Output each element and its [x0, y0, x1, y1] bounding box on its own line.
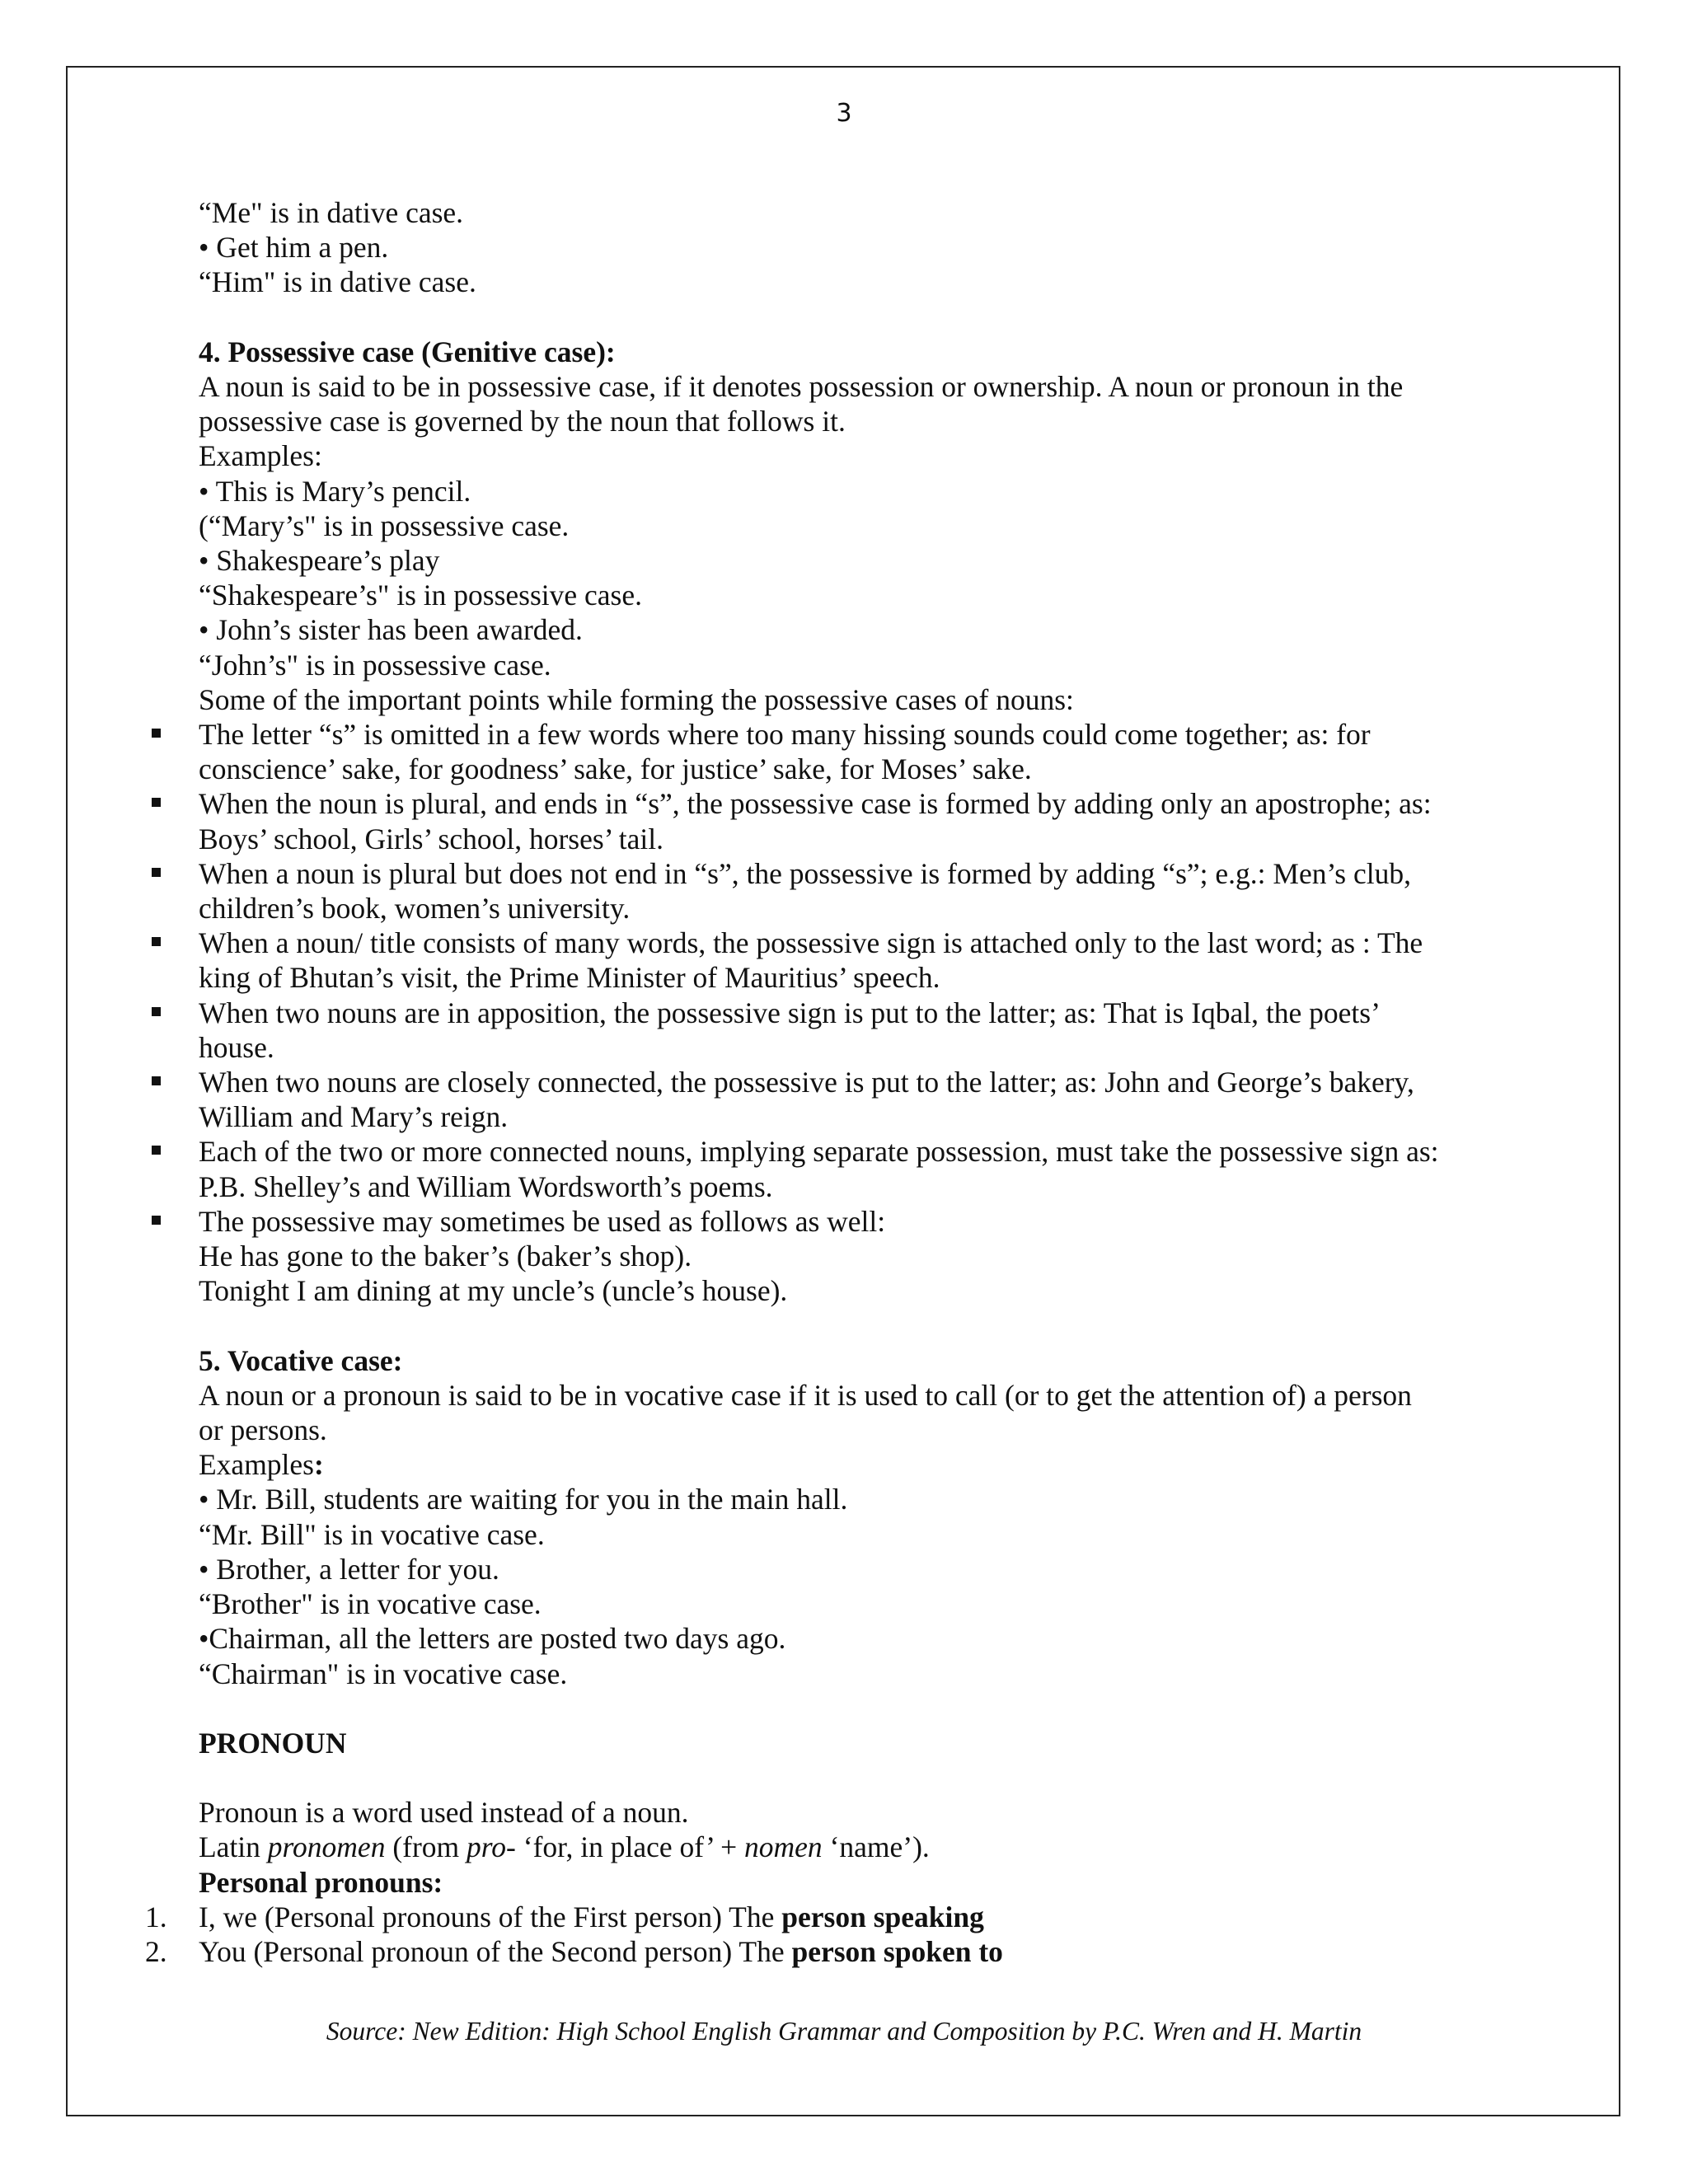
possessive-points-list	[199, 717, 1501, 1308]
square-bullet-icon	[152, 1076, 161, 1085]
possessive-heading: 4. Possessive case (Genitive case):	[199, 335, 616, 368]
points-intro: Some of the important points while forming the possessive cases of nouns:	[199, 682, 1074, 716]
list-item: When two nouns are closely connected, the possessive is put to the latter; as: John and George’s bakery, William and Mary’s reign.	[199, 1065, 1501, 1134]
pronoun-heading: PRONOUN	[199, 1726, 347, 1760]
list-item: The possessive may sometimes be used as follows as well: He has gone to the baker’s (baker’s shop). Tonight I am dining at my uncle’s (uncle’s house).	[199, 1204, 1501, 1309]
square-bullet-icon	[152, 937, 161, 946]
example-line: • This is Mary’s pencil.	[199, 474, 471, 508]
intro-line: • Get him a pen.	[199, 231, 389, 265]
possessive-definition: A noun is said to be in possessive case, if it denotes possession or ownership. A noun or pronoun in the	[199, 370, 1404, 403]
example-line: (“Mary’s" is in possessive case.	[199, 509, 570, 542]
page-content	[145, 195, 1501, 1969]
pronoun-definition: Pronoun is a word used instead of a noun.	[199, 1796, 689, 1830]
list-item: Each of the two or more connected nouns, implying separate possession, must take the possessive sign as: P.B. Shelley’s and William Wordsworth’s poems.	[199, 1134, 1501, 1203]
list-item: 2. You (Personal pronoun of the Second person) The person spoken to	[145, 1935, 1003, 1969]
examples-label: Examples:	[199, 439, 322, 473]
square-bullet-icon	[152, 729, 161, 738]
square-bullet-icon	[152, 1007, 161, 1016]
pronoun-etymology: Latin pronomen (from pro- ‘for, in place of’ + nomen ‘name’).	[199, 1830, 930, 1864]
square-bullet-icon	[152, 1216, 161, 1225]
intro-line: “Him" is in dative case.	[199, 265, 476, 299]
list-item: When the noun is plural, and ends in “s”, the possessive case is formed by adding only an apostrophe; as: Boys’ school, Girls’ school, horses’ tail.	[199, 786, 1501, 855]
example-line: •Chairman, all the letters are posted two days ago.	[199, 1622, 786, 1656]
example-line: “Mr. Bill" is in vocative case.	[199, 1517, 545, 1551]
intro-line: “Me" is in dative case.	[199, 196, 464, 229]
example-line: “John’s" is in possessive case.	[199, 648, 551, 682]
list-item: The letter “s” is omitted in a few words where too many hissing sounds could come together; as: for conscience’ sake, for goodness’ sake, for justice’ sake, for Moses’ sake.	[199, 717, 1501, 786]
personal-pronouns-list	[145, 1900, 1501, 1969]
square-bullet-icon	[152, 798, 161, 807]
example-line: • Shakespeare’s play	[199, 544, 440, 578]
square-bullet-icon	[152, 1146, 161, 1155]
example-line: • Brother, a letter for you.	[199, 1552, 499, 1586]
example-line: • Mr. Bill, students are waiting for you in the main hall.	[199, 1483, 848, 1516]
vocative-definition: or persons.	[199, 1413, 327, 1447]
list-item: When a noun is plural but does not end in “s”, the possessive is formed by adding “s”; e.g.: Men’s club, children’s book, women’s university.	[199, 856, 1501, 926]
personal-pronouns-heading: Personal pronouns:	[199, 1865, 443, 1899]
page-number: 3	[836, 99, 852, 128]
source-footer: Source: New Edition: High School English Grammar and Composition by P.C. Wren and H. Martin	[326, 2017, 1362, 2046]
vocative-heading: 5. Vocative case:	[199, 1343, 403, 1377]
example-line: “Shakespeare’s" is in possessive case.	[199, 579, 642, 612]
list-item: When two nouns are in apposition, the possessive sign is put to the latter; as: That is Iqbal, the poets’ house.	[199, 996, 1501, 1065]
example-line: “Chairman" is in vocative case.	[199, 1657, 568, 1690]
square-bullet-icon	[152, 868, 161, 877]
possessive-definition: possessive case is governed by the noun that follows it.	[199, 405, 846, 438]
list-item: 1. I, we (Personal pronouns of the First person) The person speaking	[145, 1900, 984, 1933]
list-item: When a noun/ title consists of many words, the possessive sign is attached only to the last word; as : The king of Bhutan’s visit, the Prime Minister of Mauritius’ speech.	[199, 926, 1501, 995]
examples-label: Examples:	[199, 1448, 324, 1482]
example-line: • John’s sister has been awarded.	[199, 613, 583, 647]
example-line: “Brother" is in vocative case.	[199, 1587, 542, 1621]
vocative-definition: A noun or a pronoun is said to be in vocative case if it is used to call (or to get the attention of) a person	[199, 1378, 1412, 1412]
